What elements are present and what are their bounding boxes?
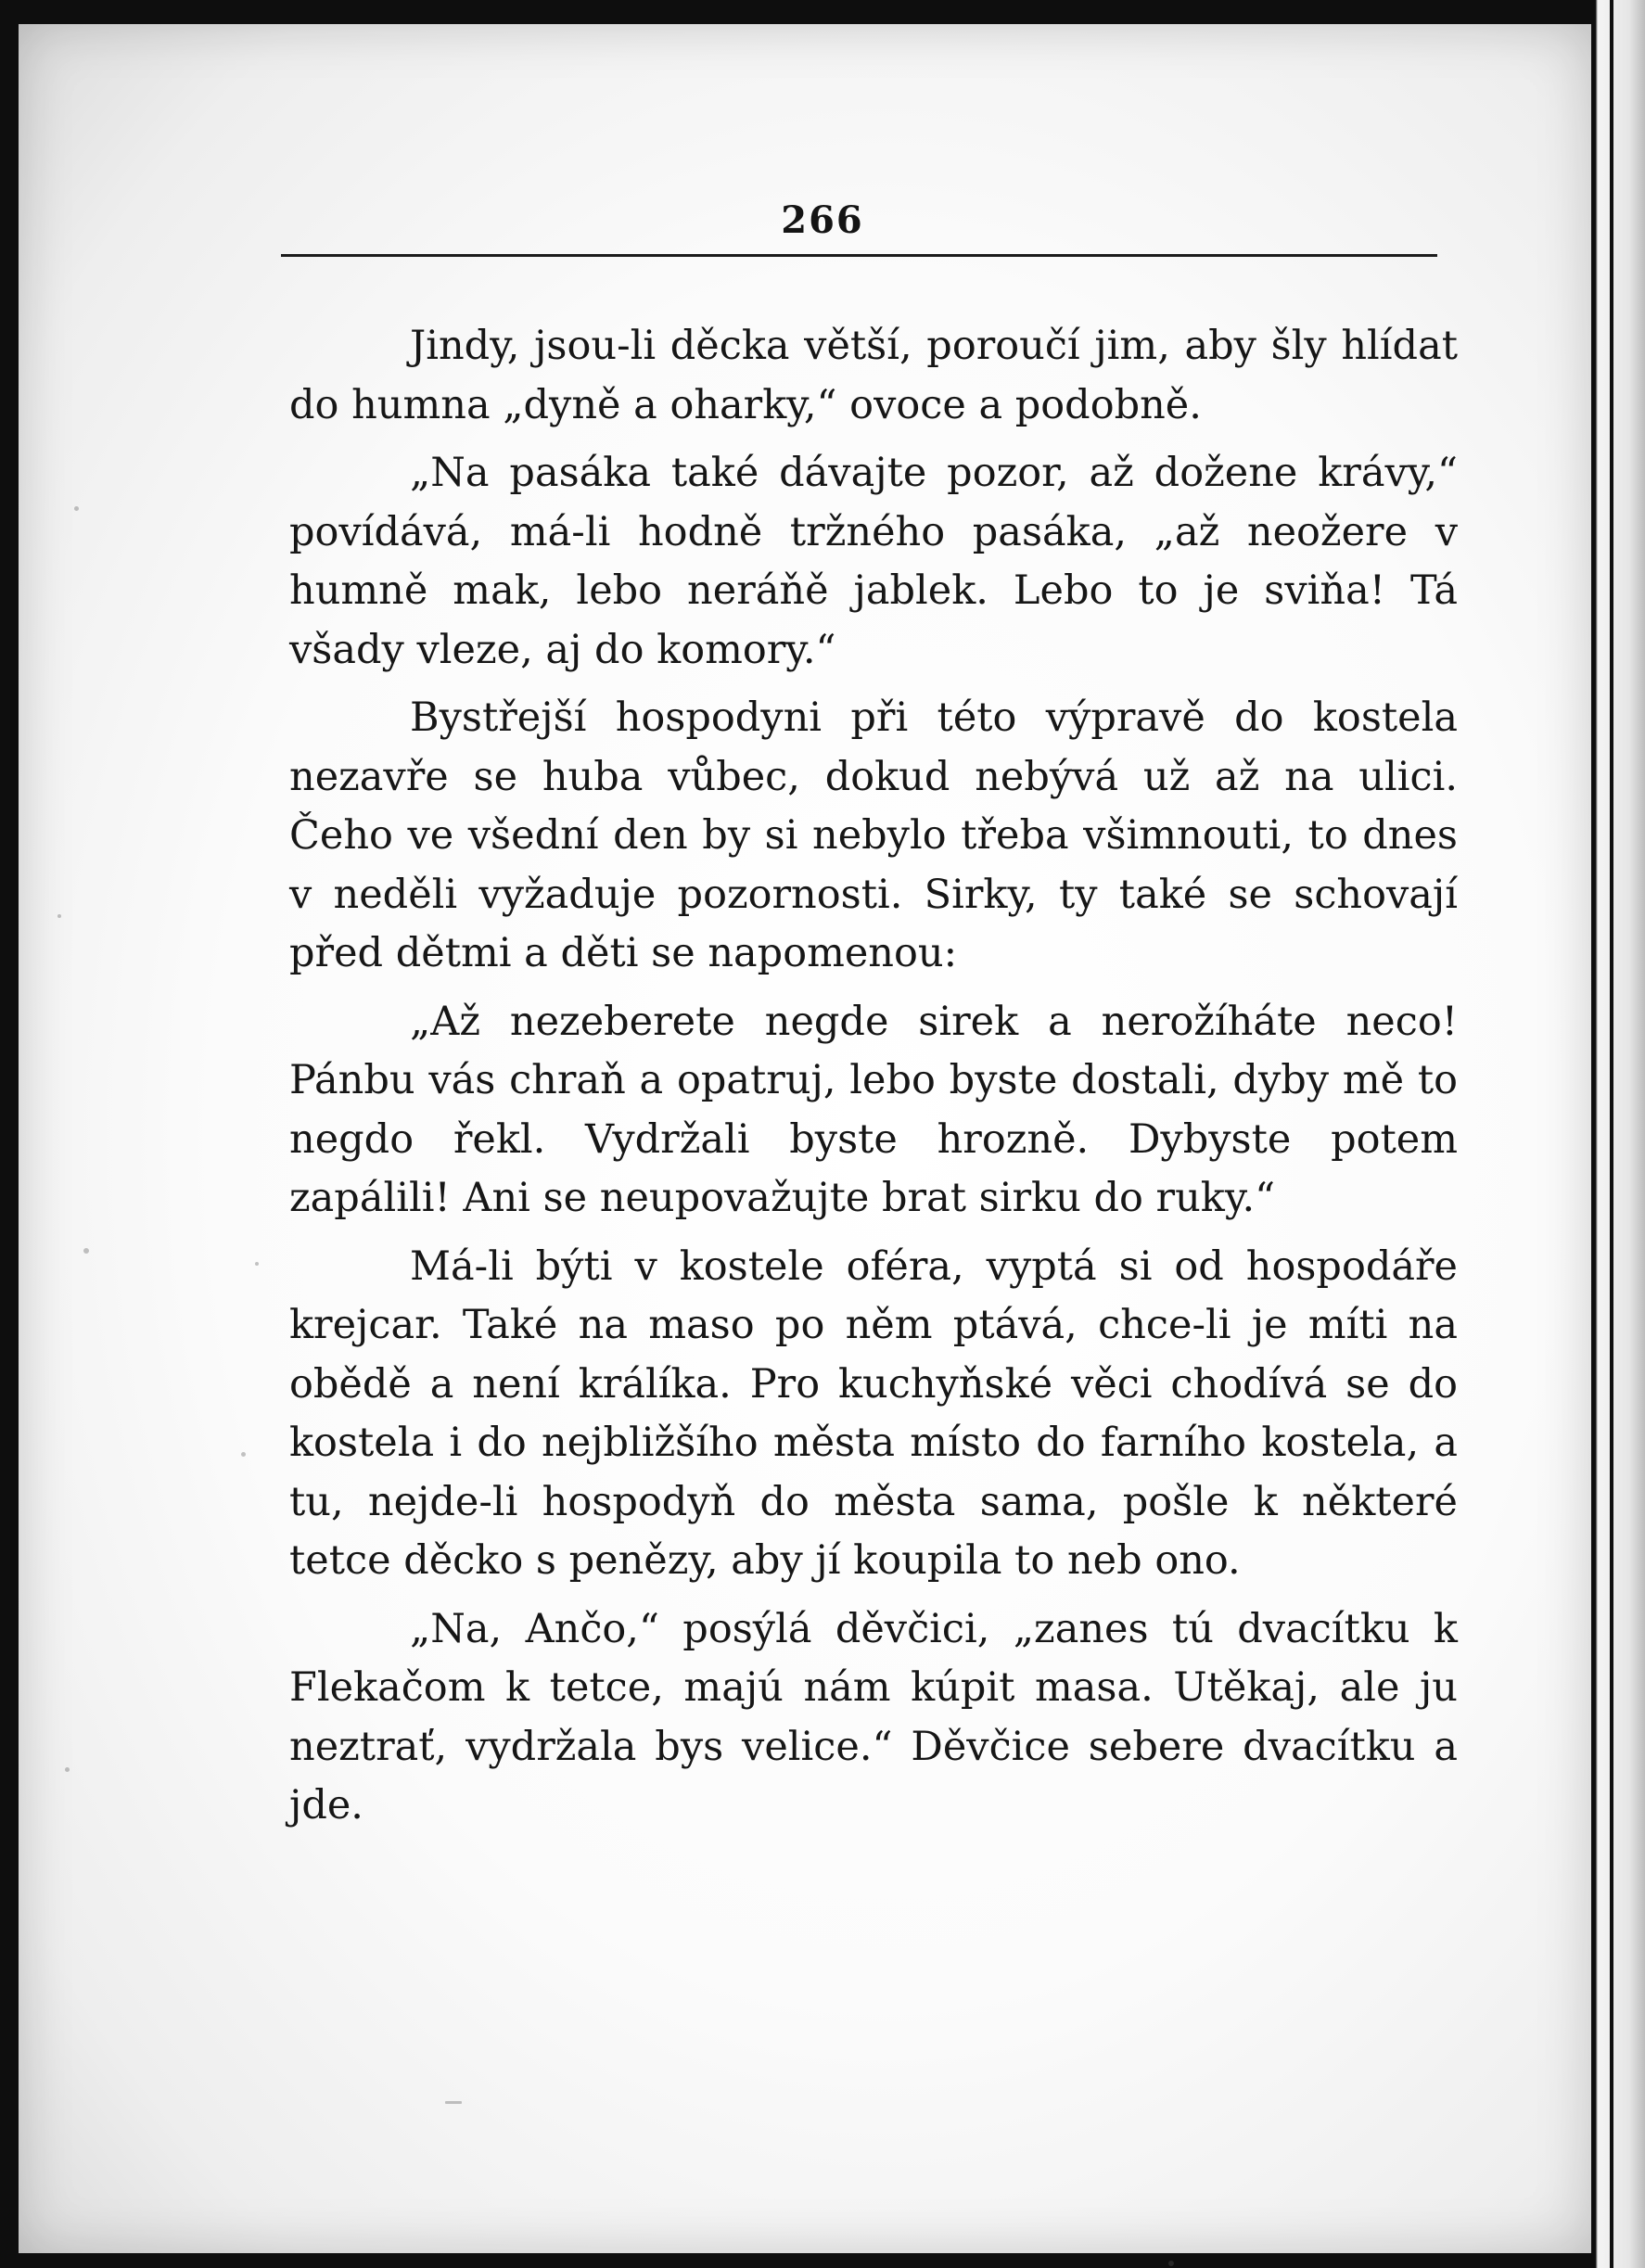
paragraph: „Až nezeberete negde sirek a nerožíháte neco! Pánbu vás chraň a opatruj, lebo byste dostali, dyby mě to negdo řekl. Vydržali byste hrozně. Dybyste potem zapálili! Ani se neupovažujte brat sirku do ruky.“	[289, 998, 1458, 1221]
print-speck	[74, 506, 79, 511]
print-speck	[57, 914, 61, 918]
print-speck	[1168, 2261, 1174, 2266]
print-speck	[83, 1248, 89, 1254]
paragraph: „Na, Ančo,“ posýlá děvčici, „zanes tú dvacítku k Flekačom k tetce, majú nám kúpit masa. Utěkaj, ale ju neztrať, vydržala bys velice.“ Děvčice sebere dvacítku a jde.	[289, 1605, 1458, 1828]
paragraph: „Na pasáka také dávajte pozor, až dožene krávy,“ povídává, má-li hodně tržného pasáka, „až neožere v humně mak, lebo neráňě jablek. Lebo to je sviňa! Tá všady vleze, aj do komory.“	[289, 450, 1458, 673]
print-speck	[255, 1262, 259, 1266]
print-speck	[445, 2101, 462, 2104]
facing-page-edge	[1591, 0, 1645, 2268]
header-rule	[281, 254, 1437, 257]
paragraph: Má-li býti v kostele oféra, vyptá si od hospodáře krejcar. Také na maso po něm ptává, chce-li je míti na obědě a není králíka. Pro kuchyňské věci chodívá se do kostela i do nejbližšího města místo do farního kostela, a tu, nejde-li hospodyň do města sama, pošle k některé tetce děcko s penězy, aby jí koupila to neb ono.	[289, 1242, 1458, 1584]
print-speck	[65, 1767, 70, 1772]
paragraph: Jindy, jsou-li děcka větší, poroučí jim, aby šly hlídat do humna „dyně a oharky,“ ovoce a podobně.	[289, 323, 1458, 428]
print-speck	[241, 1452, 246, 1457]
page-number: 266	[781, 198, 864, 242]
paragraph: Bystřejší hospodyni při této výpravě do kostela nezavře se huba vůbec, dokud nebývá už až na ulici. Čeho ve všední den by si nebylo třeba všimnouti, to dnes v neděli vyžaduje pozornosti. Sirky, ty také se schovají před dětmi a děti se napomenou:	[289, 694, 1458, 976]
binding-line	[1610, 0, 1613, 2268]
body-text	[289, 317, 1458, 1836]
